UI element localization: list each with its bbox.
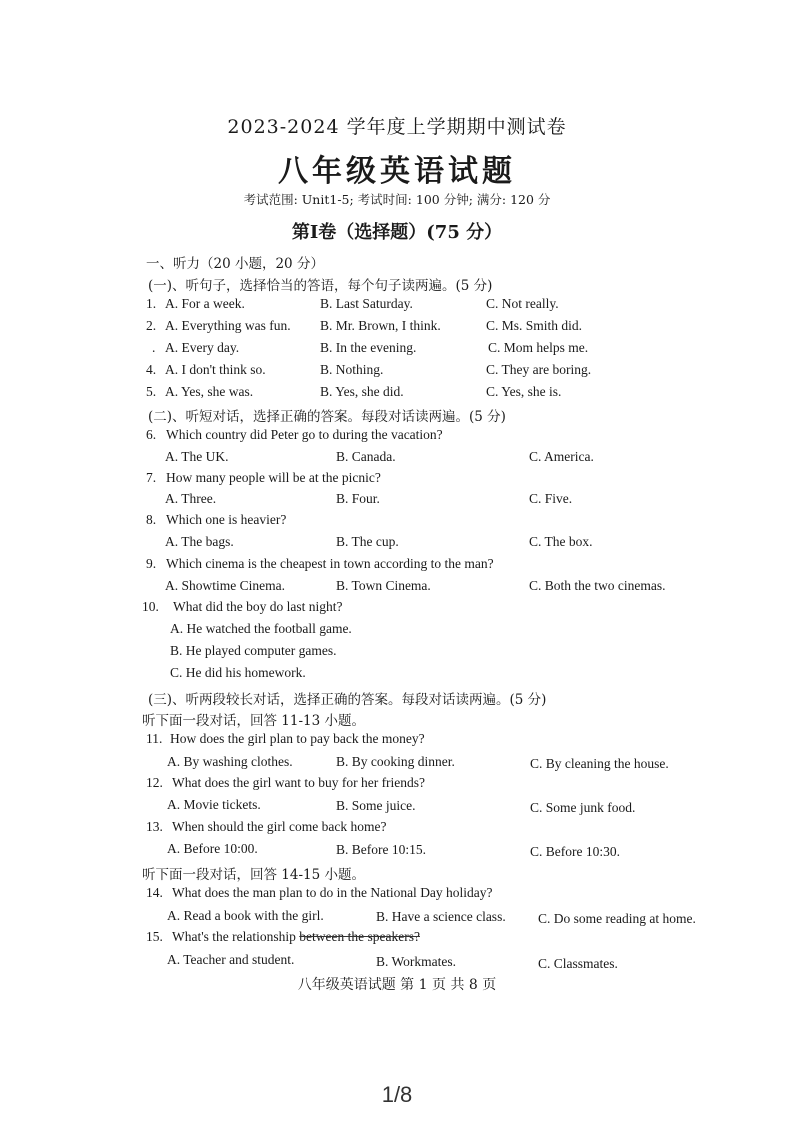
main-title: 八年级英语试题 xyxy=(278,154,516,189)
option-a: A. Movie tickets. xyxy=(167,797,261,812)
part-title: 第Ⅰ卷（选择题）(75 分） xyxy=(291,222,503,243)
question-number: 15. xyxy=(146,929,163,944)
option-a: A. I don't think so. xyxy=(165,362,266,377)
option-a: A. Three. xyxy=(165,491,217,506)
question-stem: What does the girl want to buy for her friends? xyxy=(172,775,426,790)
question-number: 1. xyxy=(146,296,157,311)
question-number: 13. xyxy=(146,819,163,834)
option-c: C. Mom helps me. xyxy=(488,340,589,355)
question-number: 12. xyxy=(146,775,163,790)
option-a: A. Every day. xyxy=(165,340,240,355)
question-stem-text: What's the relationship xyxy=(172,929,300,944)
option-a: A. The bags. xyxy=(165,534,234,549)
question-stem: Which country did Peter go to during the vacation? xyxy=(166,427,443,442)
option-b: B. The cup. xyxy=(336,534,399,549)
exam-info: 考试范围: Unit1-5; 考试时间: 100 分钟; 满分: 120 分 xyxy=(243,192,551,207)
option-c: C. The box. xyxy=(529,534,593,549)
option-c: C. They are boring. xyxy=(486,362,592,377)
question-number: 5. xyxy=(146,384,157,399)
option-c: C. Classmates. xyxy=(538,956,618,971)
question-number: 2. xyxy=(146,318,157,333)
dialogue-note-1: 听下面一段对话，回答 11-13 小题。 xyxy=(142,713,366,729)
question-number: 10. xyxy=(142,599,159,614)
year-title: 2023-2024 学年度上学期期中测试卷 xyxy=(227,116,567,138)
option-b: B. In the evening. xyxy=(320,340,417,355)
option-b: B. Town Cinema. xyxy=(336,578,431,593)
option-b: B. Yes, she did. xyxy=(320,384,404,399)
question-stem: How does the girl plan to pay back the money? xyxy=(170,731,425,746)
option-a: A. Read a book with the girl. xyxy=(167,908,324,923)
question-number: 4. xyxy=(146,362,157,377)
question-stem: How many people will be at the picnic? xyxy=(166,470,381,485)
option-a: A. The UK. xyxy=(165,449,229,464)
question-stem xyxy=(172,929,420,945)
question-stem: What does the man plan to do in the National Day holiday? xyxy=(172,885,493,900)
dialogue-note-2: 听下面一段对话，回答 14-15 小题。 xyxy=(142,867,366,883)
option-b: B. Some juice. xyxy=(336,798,416,813)
subsection-2-title: (二)、听短对话，选择正确的答案。每段对话读两遍。(5 分) xyxy=(148,409,506,425)
question-number: 6. xyxy=(146,427,157,442)
option-a: A. He watched the football game. xyxy=(170,621,352,636)
option-b: B. Before 10:15. xyxy=(336,842,426,857)
option-b: B. Four. xyxy=(336,491,380,506)
question-stem-struck-text: between the speakers? xyxy=(299,929,420,944)
option-a: A. Teacher and student. xyxy=(167,952,295,967)
option-b: B. Last Saturday. xyxy=(320,296,413,311)
option-c: C. Not really. xyxy=(486,296,559,311)
subsection-3-title: (三)、听两段较长对话，选择正确的答案。每段对话读两遍。(5 分) xyxy=(148,692,547,708)
option-c: C. America. xyxy=(529,449,594,464)
question-stem: When should the girl come back home? xyxy=(172,819,387,834)
option-c: C. Five. xyxy=(529,491,573,506)
option-b: B. By cooking dinner. xyxy=(336,754,455,769)
option-b: B. Workmates. xyxy=(376,954,457,969)
question-stem: Which one is heavier? xyxy=(166,512,287,527)
option-c: C. Ms. Smith did. xyxy=(486,318,583,333)
question-number: 7. xyxy=(146,470,157,485)
option-b: B. Have a science class. xyxy=(376,909,506,924)
question-number: 9. xyxy=(146,556,157,571)
option-b: B. Nothing. xyxy=(320,362,384,377)
option-c: C. Do some reading at home. xyxy=(538,911,696,926)
option-c: C. By cleaning the house. xyxy=(530,756,669,771)
question-stem: Which cinema is the cheapest in town according to the man? xyxy=(166,556,494,571)
question-number: 14. xyxy=(146,885,163,900)
page-footer: 八年级英语试题 第 1 页 共 8 页 xyxy=(297,977,497,993)
option-a: A. By washing clothes. xyxy=(167,754,293,769)
question-number: 11. xyxy=(146,731,163,746)
option-a: A. Before 10:00. xyxy=(167,841,258,856)
option-c: C. Some junk food. xyxy=(530,800,636,815)
option-a: A. Showtime Cinema. xyxy=(165,578,285,593)
option-c: C. He did his homework. xyxy=(170,665,306,680)
question-number: . xyxy=(152,340,156,355)
option-b: B. He played computer games. xyxy=(170,643,337,658)
option-b: B. Mr. Brown, I think. xyxy=(320,318,441,333)
option-c: C. Yes, she is. xyxy=(486,384,562,399)
option-a: A. Yes, she was. xyxy=(165,384,254,399)
option-a: A. For a week. xyxy=(165,296,245,311)
option-b: B. Canada. xyxy=(336,449,396,464)
subsection-1-title: (一)、听句子，选择恰当的答语，每个句子读两遍。(5 分) xyxy=(148,278,493,294)
option-c: C. Both the two cinemas. xyxy=(529,578,666,593)
question-number: 8. xyxy=(146,512,157,527)
option-c: C. Before 10:30. xyxy=(530,844,620,859)
page-indicator: 1/8 xyxy=(381,1082,413,1107)
question-stem: What did the boy do last night? xyxy=(173,599,343,614)
section-title: 一、听力（20 小题，20 分） xyxy=(146,256,324,272)
option-a: A. Everything was fun. xyxy=(165,318,291,333)
